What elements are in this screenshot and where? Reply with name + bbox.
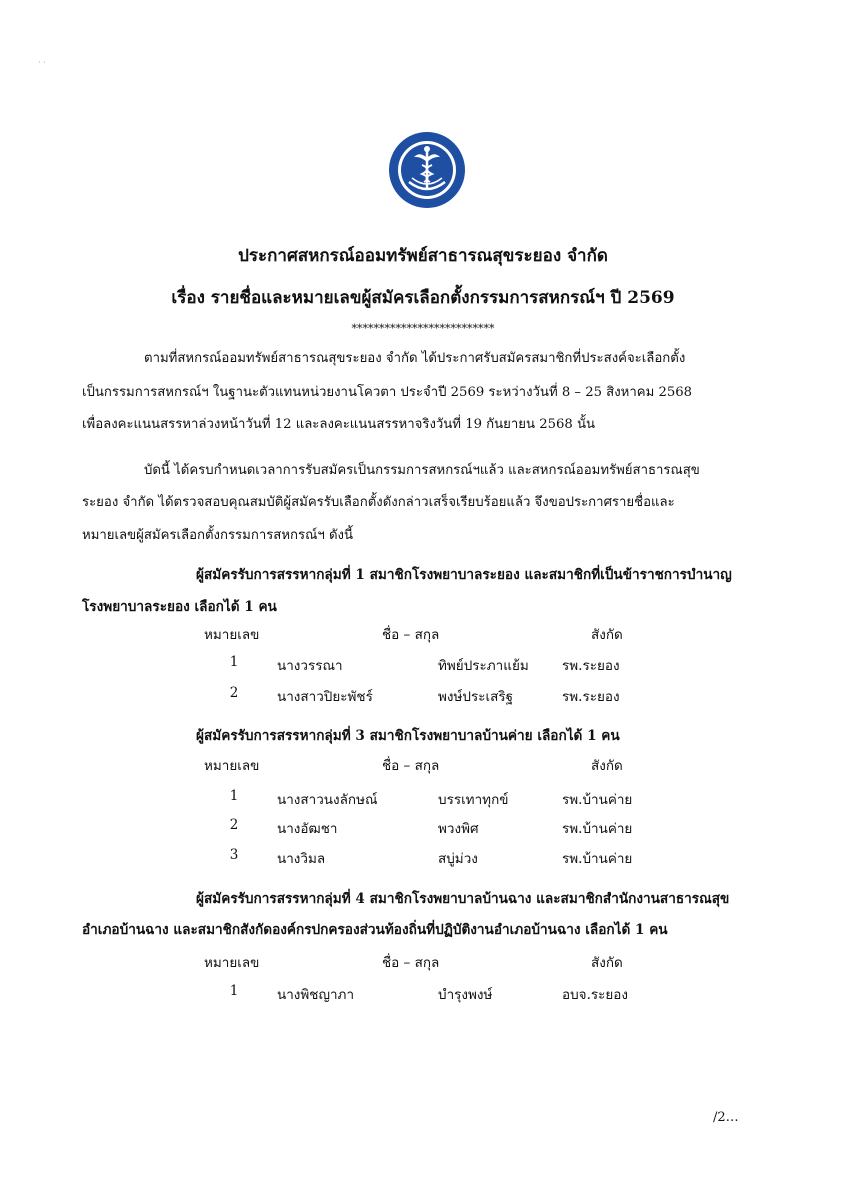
paragraph-1-line-3: เพื่อลงคะแนนสรรหาล่วงหน้าวันที่ 12 และลงคะแนนสรรหาจริงวันที่ 19 กันยายน 2568 นั้น — [82, 417, 596, 432]
column-header-number: หมายเลข — [204, 627, 260, 643]
candidate-first-name: นางสาวปิยะพัชร์ — [277, 689, 373, 705]
group-4-heading-line-1: ผู้สมัครรับการสรรหากลุ่มที่ 4 สมาชิกโรงพยาบาลบ้านฉาง และสมาชิกสำนักงานสาธารณสุข — [196, 891, 730, 907]
candidate-affiliation: รพ.บ้านค่าย — [562, 821, 633, 837]
candidate-last-name: สบู่ม่วง — [438, 851, 478, 867]
column-header-name: ชื่อ – สกุล — [382, 955, 440, 971]
candidate-affiliation: อบจ.ระยอง — [562, 987, 628, 1003]
candidate-affiliation: รพ.ระยอง — [562, 689, 620, 705]
column-header-number: หมายเลข — [204, 955, 260, 971]
candidate-last-name: ทิพย์ประภาแย้ม — [438, 658, 529, 674]
paragraph-2-line-1: บัดนี้ ได้ครบกำหนดเวลาการรับสมัครเป็นกรรมการสหกรณ์ฯแล้ว และสหกรณ์ออมทรัพย์สาธารณสุข — [144, 463, 700, 478]
group-3-heading: ผู้สมัครรับการสรรหากลุ่มที่ 3 สมาชิกโรงพยาบาลบ้านค่าย เลือกได้ 1 คน — [196, 728, 620, 744]
column-header-number: หมายเลข — [204, 758, 260, 774]
column-header-affiliation: สังกัด — [591, 627, 623, 643]
group-1-heading-line-1: ผู้สมัครรับการสรรหากลุ่มที่ 1 สมาชิกโรงพยาบาลระยอง และสมาชิกที่เป็นข้าราชการบำนาญ — [196, 567, 732, 583]
candidate-first-name: นางสาวนงลักษณ์ — [277, 792, 378, 808]
column-header-name: ชื่อ – สกุล — [382, 627, 440, 643]
candidate-number: 2 — [229, 817, 239, 833]
candidate-affiliation: รพ.บ้านค่าย — [562, 792, 633, 808]
candidate-first-name: นางพิชญาภา — [277, 987, 355, 1003]
candidate-number: 2 — [229, 685, 239, 701]
candidate-number: 1 — [229, 983, 239, 999]
candidate-affiliation: รพ.ระยอง — [562, 658, 620, 674]
candidate-last-name: บรรเทาทุกข์ — [438, 792, 509, 808]
candidate-number: 3 — [229, 847, 239, 863]
paragraph-1-line-2: เป็นกรรมการสหกรณ์ฯ ในฐานะตัวแทนหน่วยงานโควตา ประจำปี 2569 ระหว่างวันที่ 8 – 25 สิงหาคม 2568 — [82, 385, 693, 400]
page-continuation-marker: /2… — [713, 1110, 739, 1125]
separator-stars: ************************** — [351, 322, 495, 335]
candidate-number: 1 — [229, 654, 239, 670]
candidate-first-name: นางวรรณา — [277, 658, 343, 674]
announcement-title: ประกาศสหกรณ์ออมทรัพย์สาธารณสุขระยอง จำกัด — [238, 246, 608, 266]
paragraph-2-line-3: หมายเลขผู้สมัครเลือกตั้งกรรมการสหกรณ์ฯ ดังนี้ — [82, 528, 353, 543]
candidate-last-name: พงษ์ประเสริฐ — [438, 689, 514, 705]
column-header-affiliation: สังกัด — [591, 955, 623, 971]
paragraph-1-line-1: ตามที่สหกรณ์ออมทรัพย์สาธารณสุขระยอง จำกัด ได้ประกาศรับสมัครสมาชิกที่ประสงค์จะเลือกตั้ง — [144, 351, 686, 366]
column-header-affiliation: สังกัด — [591, 758, 623, 774]
column-header-name: ชื่อ – สกุล — [382, 758, 440, 774]
scan-speck: · · — [38, 58, 46, 67]
candidate-first-name: นางวิมล — [277, 851, 326, 867]
caduceus-seal-icon — [387, 130, 467, 210]
announcement-subject: เรื่อง รายชื่อและหมายเลขผู้สมัครเลือกตั้งกรรมการสหกรณ์ฯ ปี 2569 — [171, 288, 675, 308]
candidate-first-name: นางอัฒชา — [277, 821, 338, 837]
candidate-number: 1 — [229, 788, 239, 804]
paragraph-2-line-2: ระยอง จำกัด ได้ตรวจสอบคุณสมบัติผู้สมัครรับเลือกตั้งดังกล่าวเสร็จเรียบร้อยแล้ว จึงขอประกาศรายชื่อและ — [82, 495, 675, 510]
candidate-last-name: พวงพิศ — [438, 821, 479, 837]
group-1-heading-line-2: โรงพยาบาลระยอง เลือกได้ 1 คน — [82, 599, 277, 615]
candidate-affiliation: รพ.บ้านค่าย — [562, 851, 633, 867]
candidate-last-name: บำรุงพงษ์ — [438, 987, 493, 1003]
group-4-heading-line-2: อำเภอบ้านฉาง และสมาชิกสังกัดองค์กรปกครองส่วนท้องถิ่นที่ปฏิบัติงานอำเภอบ้านฉาง เลือกได้ 1 คน — [82, 922, 668, 938]
